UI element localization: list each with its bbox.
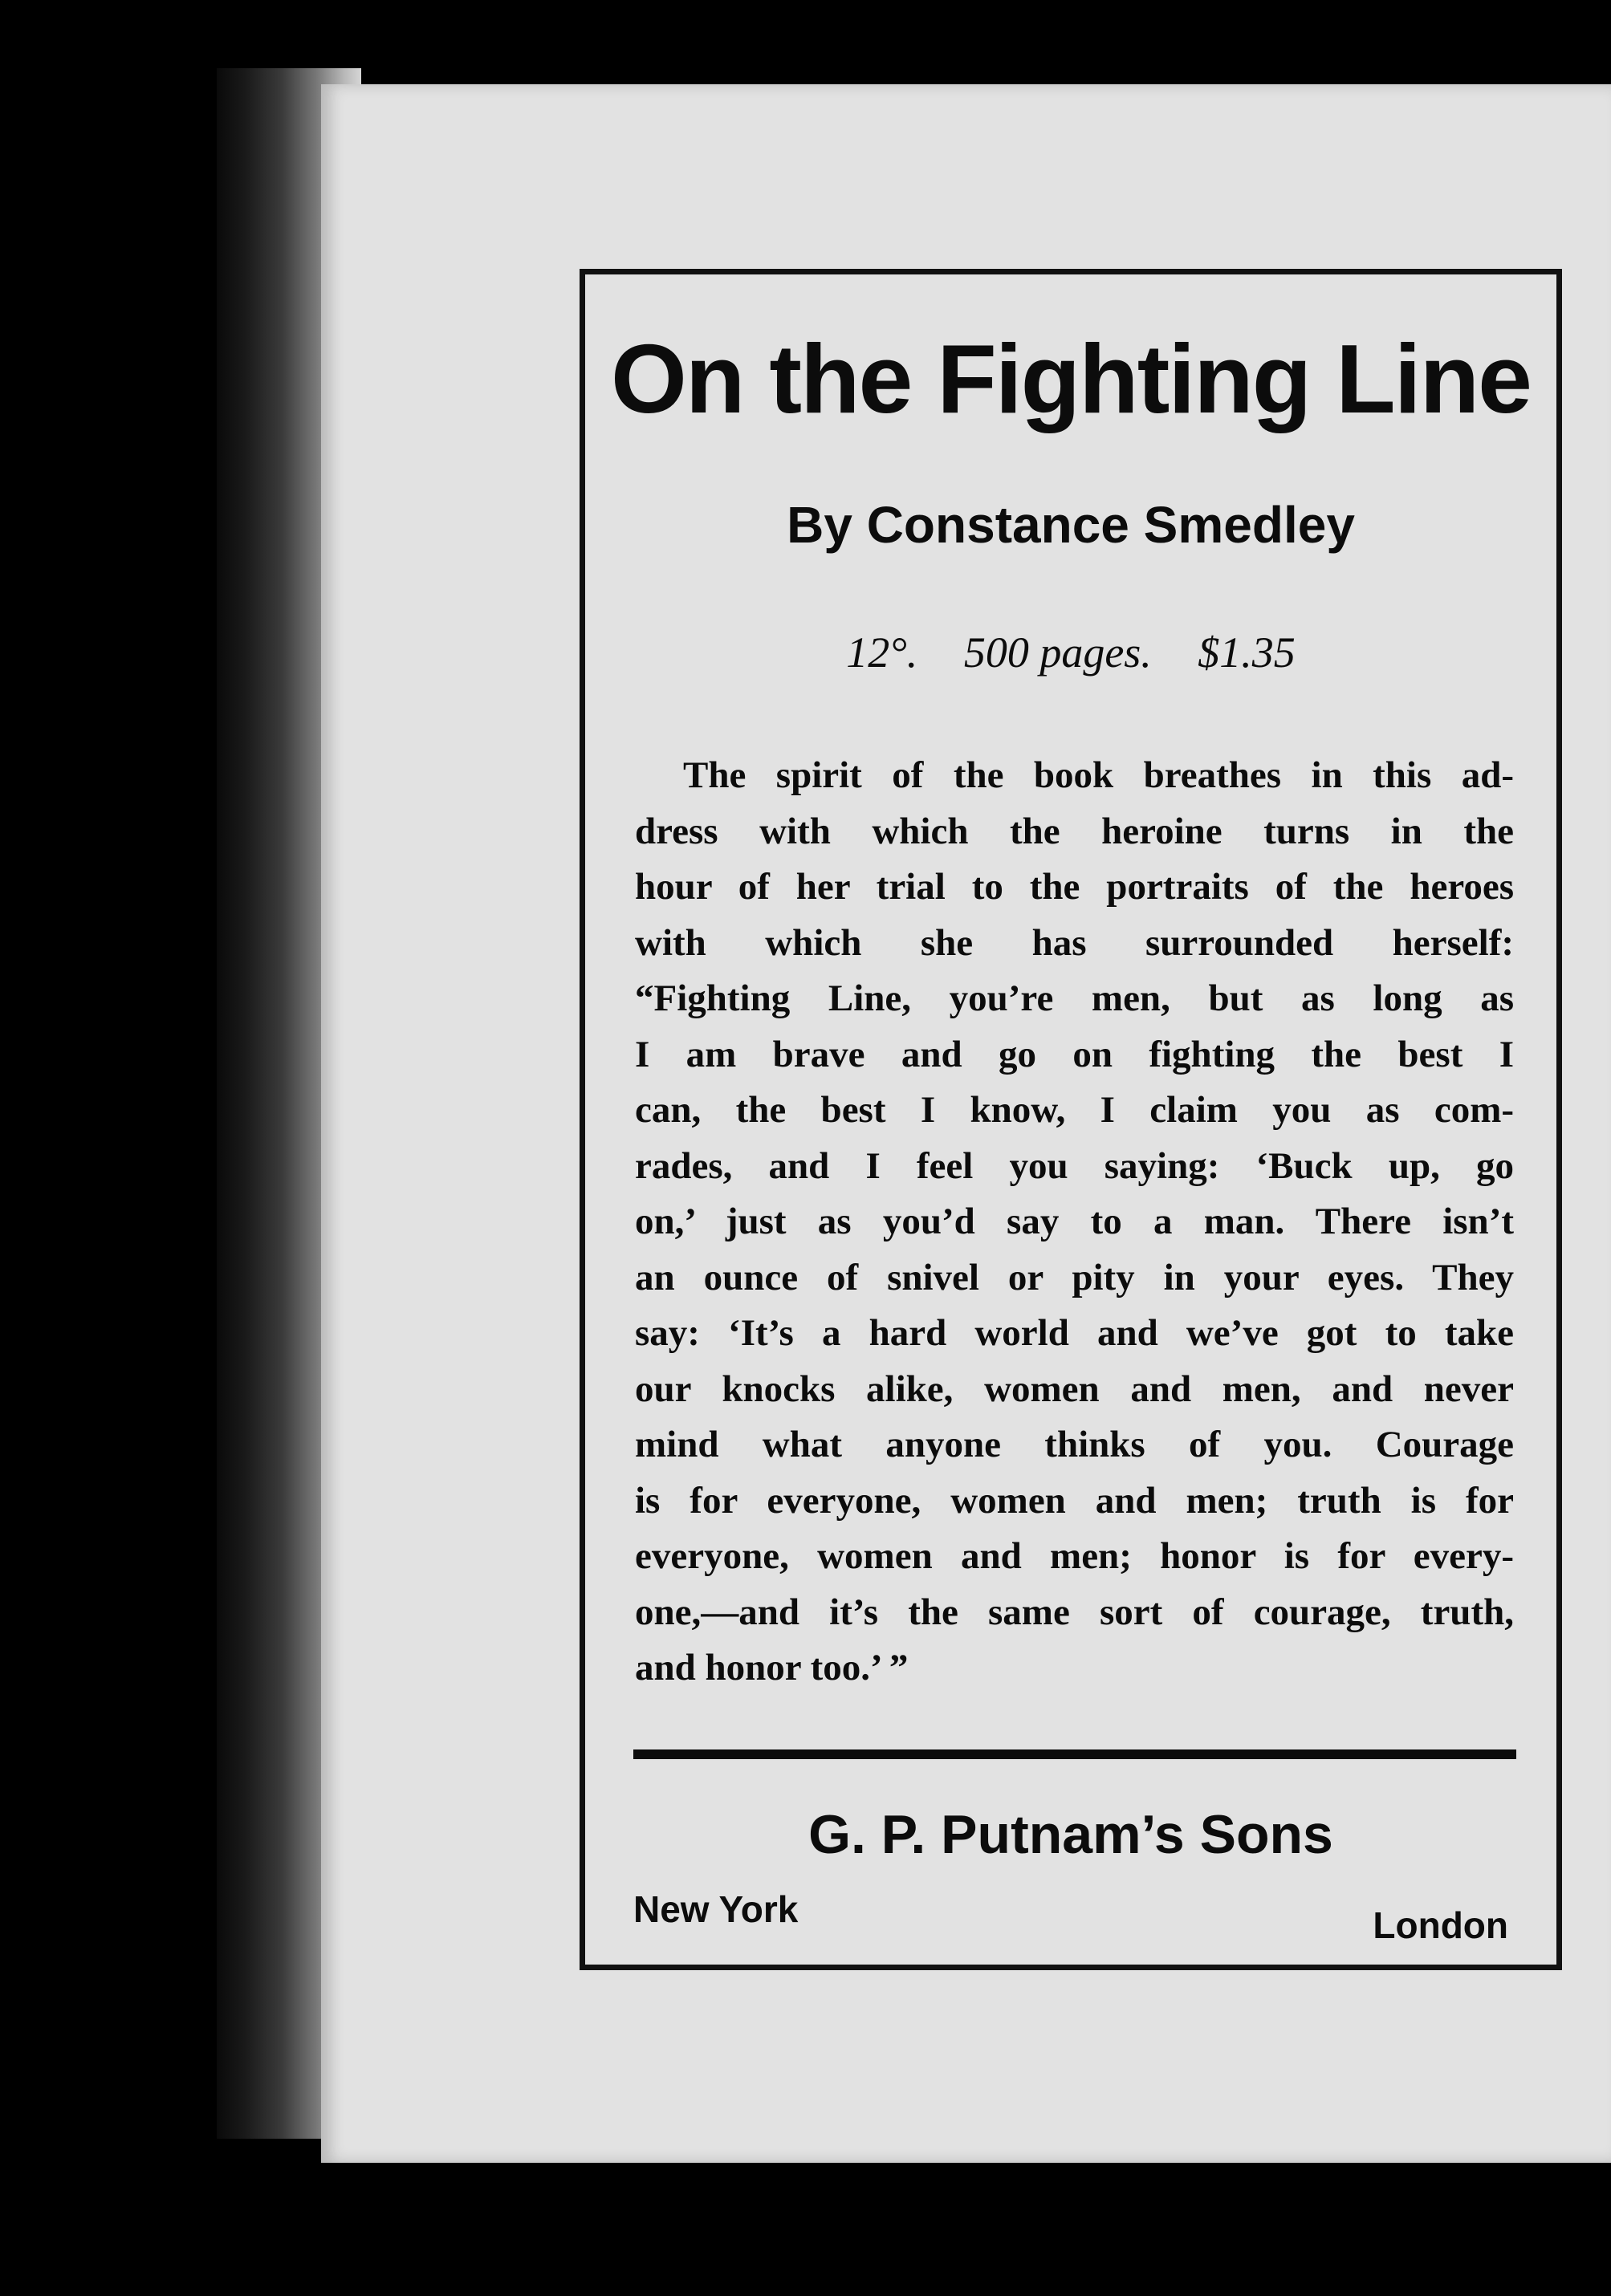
description-line: one,—and it’s the same sort of courage, truth,: [635, 1591, 1514, 1633]
book-title: On the Fighting Line: [611, 324, 1531, 433]
publisher-name: G. P. Putnam’s Sons: [808, 1804, 1333, 1865]
advertisement-frame: [580, 269, 1562, 1970]
description-line: everyone, women and men; honor is for every-: [635, 1535, 1514, 1577]
description-line: mind what anyone thinks of you. Courage: [635, 1424, 1514, 1465]
description-line: The spirit of the book breathes in this ad-: [683, 754, 1514, 796]
description-paragraph: [635, 748, 1514, 1697]
description-line: I am brave and go on fighting the best I: [635, 1033, 1514, 1075]
book-details: [585, 628, 1556, 677]
book-price: $1.35: [1198, 628, 1296, 677]
description-line: is for everyone, women and men; truth is for: [635, 1479, 1514, 1522]
description-line: dress with which the heroine turns in the: [635, 810, 1514, 852]
description-line: “Fighting Line, you’re men, but as long as: [635, 977, 1514, 1019]
description-line: say: ‘It’s a hard world and we’ve got to take: [635, 1312, 1514, 1354]
description-line: an ounce of snivel or pity in your eyes. They: [635, 1256, 1514, 1298]
book-author: By Constance Smedley: [787, 496, 1355, 554]
publisher-city-new-york: New York: [633, 1888, 799, 1930]
description-line: our knocks alike, women and men, and never: [635, 1367, 1514, 1410]
divider-rule: [633, 1749, 1516, 1759]
publisher-city-london: London: [1373, 1904, 1508, 1946]
book-format: 12°.: [846, 628, 918, 677]
description-line: rades, and I feel you saying: ‘Buck up, go: [635, 1144, 1514, 1187]
description-line: hour of her trial to the portraits of the heroes: [635, 866, 1514, 908]
description-line: with which she has surrounded herself:: [635, 921, 1514, 964]
book-pages: 500 pages.: [963, 628, 1152, 677]
description-line: and honor too.’ ”: [635, 1647, 909, 1688]
description-line: on,’ just as you’d say to a man. There isn’t: [635, 1201, 1514, 1242]
description-line: can, the best I know, I claim you as com-: [635, 1089, 1514, 1131]
